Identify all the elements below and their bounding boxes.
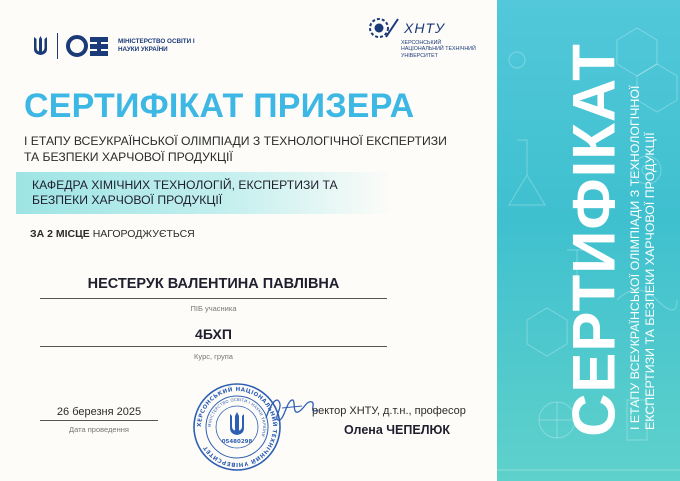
certificate-title: СЕРТИФІКАТ ПРИЗЕРА xyxy=(24,87,415,125)
university-abbr: ХНТУ xyxy=(404,20,445,36)
trident-icon xyxy=(32,35,49,57)
award-line xyxy=(30,228,195,240)
certificate-subtitle: І ЕТАПУ ВСЕУКРАЇНСЬКОЇ ОЛІМПІАДИ З ТЕХНОЛОГІЧНОЇ ЕКСПЕРТИЗИ ТА БЕЗПЕКИ ХАРЧОВОЇ ПРОДУКЦІЇ xyxy=(24,134,447,164)
ministry-emblem-icon xyxy=(66,34,110,58)
participant-group: 4БХП xyxy=(195,326,232,342)
vertical-olympiad-text: І ЕТАПУ ВСЕУКРАЇНСЬКОЇ ОЛІМПІАДИ З ТЕХНОЛОГІЧНОЇ ЕКСПЕРТИЗИ ТА БЕЗПЕКИ ХАРЧОВОЇ ПРОДУКЦІЇ xyxy=(628,85,657,430)
award-text: НАГОРОДЖУЄТЬСЯ xyxy=(92,228,195,240)
name-underline xyxy=(40,298,387,299)
university-logo xyxy=(368,17,481,59)
date-caption: Дата проведення xyxy=(69,425,129,434)
group-underline xyxy=(40,346,387,347)
seal-inner-text: МІНІСТЕРСТВО ОСВІТИ І НАУКИ УКРАЇНИ xyxy=(206,396,268,438)
event-date: 26 березня 2025 xyxy=(56,406,142,418)
department-band xyxy=(16,172,394,214)
university-emblem-icon xyxy=(368,17,400,39)
ministry-name: МІНІСТЕРСТВО ОСВІТИ І НАУКИ УКРАЇНИ xyxy=(118,38,195,53)
participant-name: НЕСТЕРУК ВАЛЕНТИНА ПАВЛІВНА xyxy=(87,276,340,292)
ministry-logo xyxy=(32,33,198,59)
seal-outer-text: ХЕРСОНСЬКИЙ НАЦІОНАЛЬНИЙ ТЕХНІЧНИЙ УНІВЕРСИТЕТ xyxy=(196,386,278,468)
vertical-certificate-title: СЕРТИФІКАТ xyxy=(560,43,628,437)
participant-caption: ПІБ учасника xyxy=(190,304,237,313)
signer-position: ректор ХНТУ, д.т.н., професор xyxy=(312,405,466,417)
university-name: ХЕРСОНСЬКИЙ НАЦІОНАЛЬНИЙ ТЕХНІЧНИЙ УНІВЕРСИТЕТ xyxy=(401,40,476,59)
signer-name: Олена ЧЕПЕЛЮК xyxy=(344,423,450,437)
divider xyxy=(57,33,58,59)
award-place: ЗА 2 МІСЦЕ xyxy=(30,228,90,240)
department-name: КАФЕДРА ХІМІЧНИХ ТЕХНОЛОГІЙ, ЕКСПЕРТИЗИ ТА БЕЗПЕКИ ХАРЧОВОЇ ПРОДУКЦІЇ xyxy=(32,178,338,207)
date-underline xyxy=(40,420,158,421)
group-caption: Курс, група xyxy=(194,352,233,361)
seal-code: 05480298 xyxy=(221,439,253,445)
seal-trident-icon xyxy=(230,412,244,435)
